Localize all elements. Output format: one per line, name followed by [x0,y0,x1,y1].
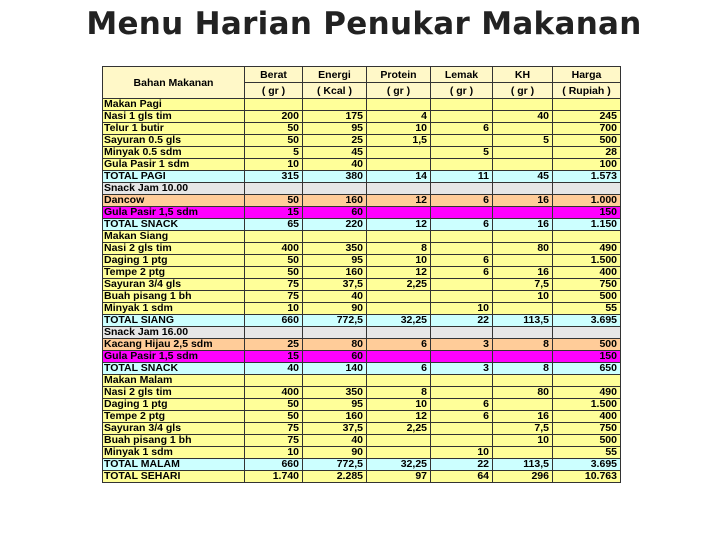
cell-value [493,255,553,267]
cell-value: 160 [303,411,367,423]
cell-value [367,207,431,219]
cell-bahan: Tempe 2 ptg [103,411,245,423]
cell-value [431,159,493,171]
cell-bahan: TOTAL SNACK [103,363,245,375]
cell-value: 490 [553,387,621,399]
cell-value: 90 [303,303,367,315]
cell-value: 660 [245,459,303,471]
cell-value: 7,5 [493,423,553,435]
cell-value [431,435,493,447]
cell-value: 6 [431,123,493,135]
cell-value: 100 [553,159,621,171]
cell-value [493,447,553,459]
cell-value: 315 [245,171,303,183]
cell-value [367,159,431,171]
header-energi: Energi [303,67,367,83]
cell-bahan: Telur 1 butir [103,123,245,135]
cell-value: 45 [493,171,553,183]
cell-value: 15 [245,207,303,219]
cell-value [431,291,493,303]
cell-value [245,327,303,339]
header-harga: Harga [553,67,621,83]
cell-value [431,243,493,255]
grand-total-row [103,471,621,483]
cell-value: 12 [367,219,431,231]
cell-value: 95 [303,399,367,411]
cell-value [367,291,431,303]
header-berat: Berat [245,67,303,83]
cell-value: 200 [245,111,303,123]
cell-value: 10 [245,447,303,459]
cell-value: 8 [493,363,553,375]
cell-value: 95 [303,123,367,135]
cell-value [367,231,431,243]
table-row [103,303,621,315]
cell-value: 15 [245,351,303,363]
cell-value: 55 [553,303,621,315]
cell-value [303,375,367,387]
cell-value: 5 [431,147,493,159]
cell-value: 350 [303,243,367,255]
cell-value: 22 [431,315,493,327]
cell-bahan: Buah pisang 1 bh [103,291,245,303]
header-harga-unit: ( Rupiah ) [553,83,621,99]
cell-value: 50 [245,195,303,207]
total-row [103,219,621,231]
cell-value: 10 [245,303,303,315]
cell-value: 50 [245,123,303,135]
cell-value [245,375,303,387]
cell-bahan: Sayuran 3/4 gls [103,423,245,435]
cell-bahan: Makan Siang [103,231,245,243]
cell-value: 500 [553,291,621,303]
cell-value: 32,25 [367,315,431,327]
cell-value: 140 [303,363,367,375]
page-title: Menu Harian Penukar Makanan [86,6,642,42]
cell-bahan: Makan Pagi [103,99,245,111]
header-energi-unit: ( Kcal ) [303,83,367,99]
cell-value [493,231,553,243]
cell-value: 400 [245,243,303,255]
cell-value [367,183,431,195]
cell-value: 772,5 [303,315,367,327]
cell-value: 2.285 [303,471,367,483]
cell-value: 660 [245,315,303,327]
cell-value [553,327,621,339]
cell-value [303,99,367,111]
cell-bahan: TOTAL SNACK [103,219,245,231]
cell-value [431,327,493,339]
section-row [103,99,621,111]
cell-value: 64 [431,471,493,483]
cell-value: 10 [493,435,553,447]
cell-value [431,231,493,243]
cell-value: 40 [245,363,303,375]
cell-value: 220 [303,219,367,231]
cell-value: 80 [493,387,553,399]
cell-value [431,99,493,111]
cell-value: 380 [303,171,367,183]
table-row [103,123,621,135]
table-row [103,291,621,303]
cell-value: 175 [303,111,367,123]
total-row [103,459,621,471]
table-row [103,135,621,147]
cell-bahan: Nasi 2 gls tim [103,387,245,399]
cell-value: 40 [303,291,367,303]
cell-value: 6 [367,339,431,351]
cell-value: 1.500 [553,255,621,267]
cell-value [553,183,621,195]
cell-value: 7,5 [493,279,553,291]
cell-value: 650 [553,363,621,375]
cell-value: 400 [553,267,621,279]
cell-value: 8 [367,387,431,399]
cell-value [303,327,367,339]
cell-value: 1.740 [245,471,303,483]
cell-value [431,135,493,147]
cell-value [431,423,493,435]
table-row [103,399,621,411]
cell-value [493,303,553,315]
total-row [103,315,621,327]
cell-bahan: Gula Pasir 1,5 sdm [103,207,245,219]
cell-value [245,183,303,195]
cell-bahan: Gula Pasir 1 sdm [103,159,245,171]
cell-value [431,183,493,195]
cell-value [553,99,621,111]
cell-value: 6 [431,411,493,423]
cell-value: 1.000 [553,195,621,207]
cell-value: 1.573 [553,171,621,183]
cell-value: 14 [367,171,431,183]
cell-value [303,231,367,243]
header-kh-unit: ( gr ) [493,83,553,99]
cell-value: 10 [493,291,553,303]
cell-value: 16 [493,195,553,207]
cell-value: 150 [553,207,621,219]
section-row [103,375,621,387]
cell-value [367,351,431,363]
cell-value: 12 [367,195,431,207]
cell-value [493,399,553,411]
cell-bahan: Sayuran 0.5 gls [103,135,245,147]
header-kh: KH [493,67,553,83]
cell-value: 22 [431,459,493,471]
table-row [103,147,621,159]
cell-value [367,303,431,315]
cell-bahan: Nasi 2 gls tim [103,243,245,255]
table-row [103,387,621,399]
snack-section-row [103,183,621,195]
cell-value: 400 [245,387,303,399]
cell-bahan: Sayuran 3/4 gls [103,279,245,291]
total-row [103,171,621,183]
cell-value: 50 [245,267,303,279]
cell-value: 1.500 [553,399,621,411]
cell-bahan: Minyak 0.5 sdm [103,147,245,159]
cell-value: 1.150 [553,219,621,231]
table-row [103,111,621,123]
cell-value: 500 [553,435,621,447]
cell-value: 8 [493,339,553,351]
cell-value: 25 [303,135,367,147]
cell-value: 150 [553,351,621,363]
cell-bahan: Daging 1 ptg [103,399,245,411]
cell-value: 700 [553,123,621,135]
cell-value: 6 [431,195,493,207]
table-row [103,267,621,279]
cell-value [367,147,431,159]
cell-value: 296 [493,471,553,483]
cell-value: 37,5 [303,279,367,291]
cell-bahan: Kacang Hijau 2,5 sdm [103,339,245,351]
cell-bahan: TOTAL SEHARI [103,471,245,483]
cell-value: 10 [431,303,493,315]
cell-value: 4 [367,111,431,123]
cell-value: 10 [367,399,431,411]
cell-value: 5 [245,147,303,159]
table-row [103,423,621,435]
cell-value: 2,25 [367,279,431,291]
cell-value [367,435,431,447]
cell-value: 113,5 [493,459,553,471]
cell-value: 28 [553,147,621,159]
section-row [103,231,621,243]
cell-value: 75 [245,423,303,435]
cell-bahan: Minyak 1 sdm [103,303,245,315]
cell-value: 25 [245,339,303,351]
cell-value: 95 [303,255,367,267]
cell-value: 32,25 [367,459,431,471]
cell-value: 3 [431,339,493,351]
cell-value [553,375,621,387]
cell-value [367,447,431,459]
table-row [103,255,621,267]
snack-section-row [103,327,621,339]
cell-value: 90 [303,447,367,459]
cell-value: 45 [303,147,367,159]
cell-value: 6 [431,219,493,231]
cell-bahan: Snack Jam 16.00 [103,327,245,339]
cell-value: 750 [553,279,621,291]
cell-value [431,207,493,219]
table-body [103,99,621,483]
cell-value: 60 [303,351,367,363]
cell-bahan: Minyak 1 sdm [103,447,245,459]
table-row [103,243,621,255]
cell-value: 75 [245,435,303,447]
cell-value [431,279,493,291]
header-protein: Protein [367,67,431,83]
cell-value: 10.763 [553,471,621,483]
cell-bahan: Snack Jam 10.00 [103,183,245,195]
cell-value [431,111,493,123]
cell-value: 75 [245,279,303,291]
cell-value: 80 [303,339,367,351]
cell-value: 2,25 [367,423,431,435]
cell-value: 6 [367,363,431,375]
cell-value [493,159,553,171]
cell-value: 350 [303,387,367,399]
cell-bahan: Buah pisang 1 bh [103,435,245,447]
table-row [103,411,621,423]
cell-value: 65 [245,219,303,231]
table-header [103,67,621,99]
cell-value [493,327,553,339]
cell-value: 245 [553,111,621,123]
cell-value: 40 [303,435,367,447]
cell-value: 10 [367,123,431,135]
cell-value: 16 [493,267,553,279]
cell-value: 500 [553,135,621,147]
header-berat-unit: ( gr ) [245,83,303,99]
header-bahan-makanan: Bahan Makanan [103,67,245,99]
cell-value: 500 [553,339,621,351]
cell-value [493,123,553,135]
cell-value: 10 [431,447,493,459]
cell-value: 772,5 [303,459,367,471]
cell-value: 160 [303,195,367,207]
cell-value: 12 [367,411,431,423]
cell-value: 10 [367,255,431,267]
cell-bahan: Nasi 1 gls tim [103,111,245,123]
cell-value: 97 [367,471,431,483]
cell-value [553,231,621,243]
cell-value [493,147,553,159]
menu-table [102,66,621,483]
cell-value [245,231,303,243]
header-protein-unit: ( gr ) [367,83,431,99]
cell-value [431,387,493,399]
snack-row [103,195,621,207]
cell-value: 6 [431,399,493,411]
cell-value: 1,5 [367,135,431,147]
cell-value: 8 [367,243,431,255]
cell-value: 113,5 [493,315,553,327]
cell-value: 40 [303,159,367,171]
cell-value [431,375,493,387]
total-row [103,363,621,375]
cell-value [493,351,553,363]
cell-value: 6 [431,267,493,279]
cell-value: 160 [303,267,367,279]
header-lemak-unit: ( gr ) [431,83,493,99]
cell-value: 40 [493,111,553,123]
cell-value [303,183,367,195]
cell-value: 50 [245,399,303,411]
header-lemak: Lemak [431,67,493,83]
cell-value: 3.695 [553,459,621,471]
cell-value [367,375,431,387]
cell-value: 55 [553,447,621,459]
cell-value: 50 [245,255,303,267]
cell-bahan: TOTAL SIANG [103,315,245,327]
cell-value [493,375,553,387]
cell-value: 11 [431,171,493,183]
cell-value: 490 [553,243,621,255]
cell-bahan: Daging 1 ptg [103,255,245,267]
cell-value: 75 [245,291,303,303]
cell-value: 37,5 [303,423,367,435]
cell-bahan: Tempe 2 ptg [103,267,245,279]
cell-value: 80 [493,243,553,255]
cell-value: 6 [431,255,493,267]
cell-value [245,99,303,111]
cell-value: 3.695 [553,315,621,327]
cell-value: 750 [553,423,621,435]
cell-bahan: Gula Pasir 1,5 sdm [103,351,245,363]
cell-value [493,183,553,195]
cell-value: 16 [493,219,553,231]
cell-value: 16 [493,411,553,423]
cell-value: 10 [245,159,303,171]
cell-value: 50 [245,135,303,147]
snack-row [103,339,621,351]
cell-bahan: TOTAL PAGI [103,171,245,183]
table-row [103,447,621,459]
cell-value: 60 [303,207,367,219]
cell-bahan: TOTAL MALAM [103,459,245,471]
cell-value: 3 [431,363,493,375]
table-row [103,435,621,447]
cell-value: 12 [367,267,431,279]
cell-value [431,351,493,363]
table-row [103,279,621,291]
table-row [103,159,621,171]
cell-value [493,99,553,111]
cell-value: 5 [493,135,553,147]
sugar-row [103,207,621,219]
cell-value [493,207,553,219]
cell-value [367,327,431,339]
cell-bahan: Dancow [103,195,245,207]
cell-value: 400 [553,411,621,423]
sugar-row [103,351,621,363]
cell-bahan: Makan Malam [103,375,245,387]
cell-value: 50 [245,411,303,423]
cell-value [367,99,431,111]
